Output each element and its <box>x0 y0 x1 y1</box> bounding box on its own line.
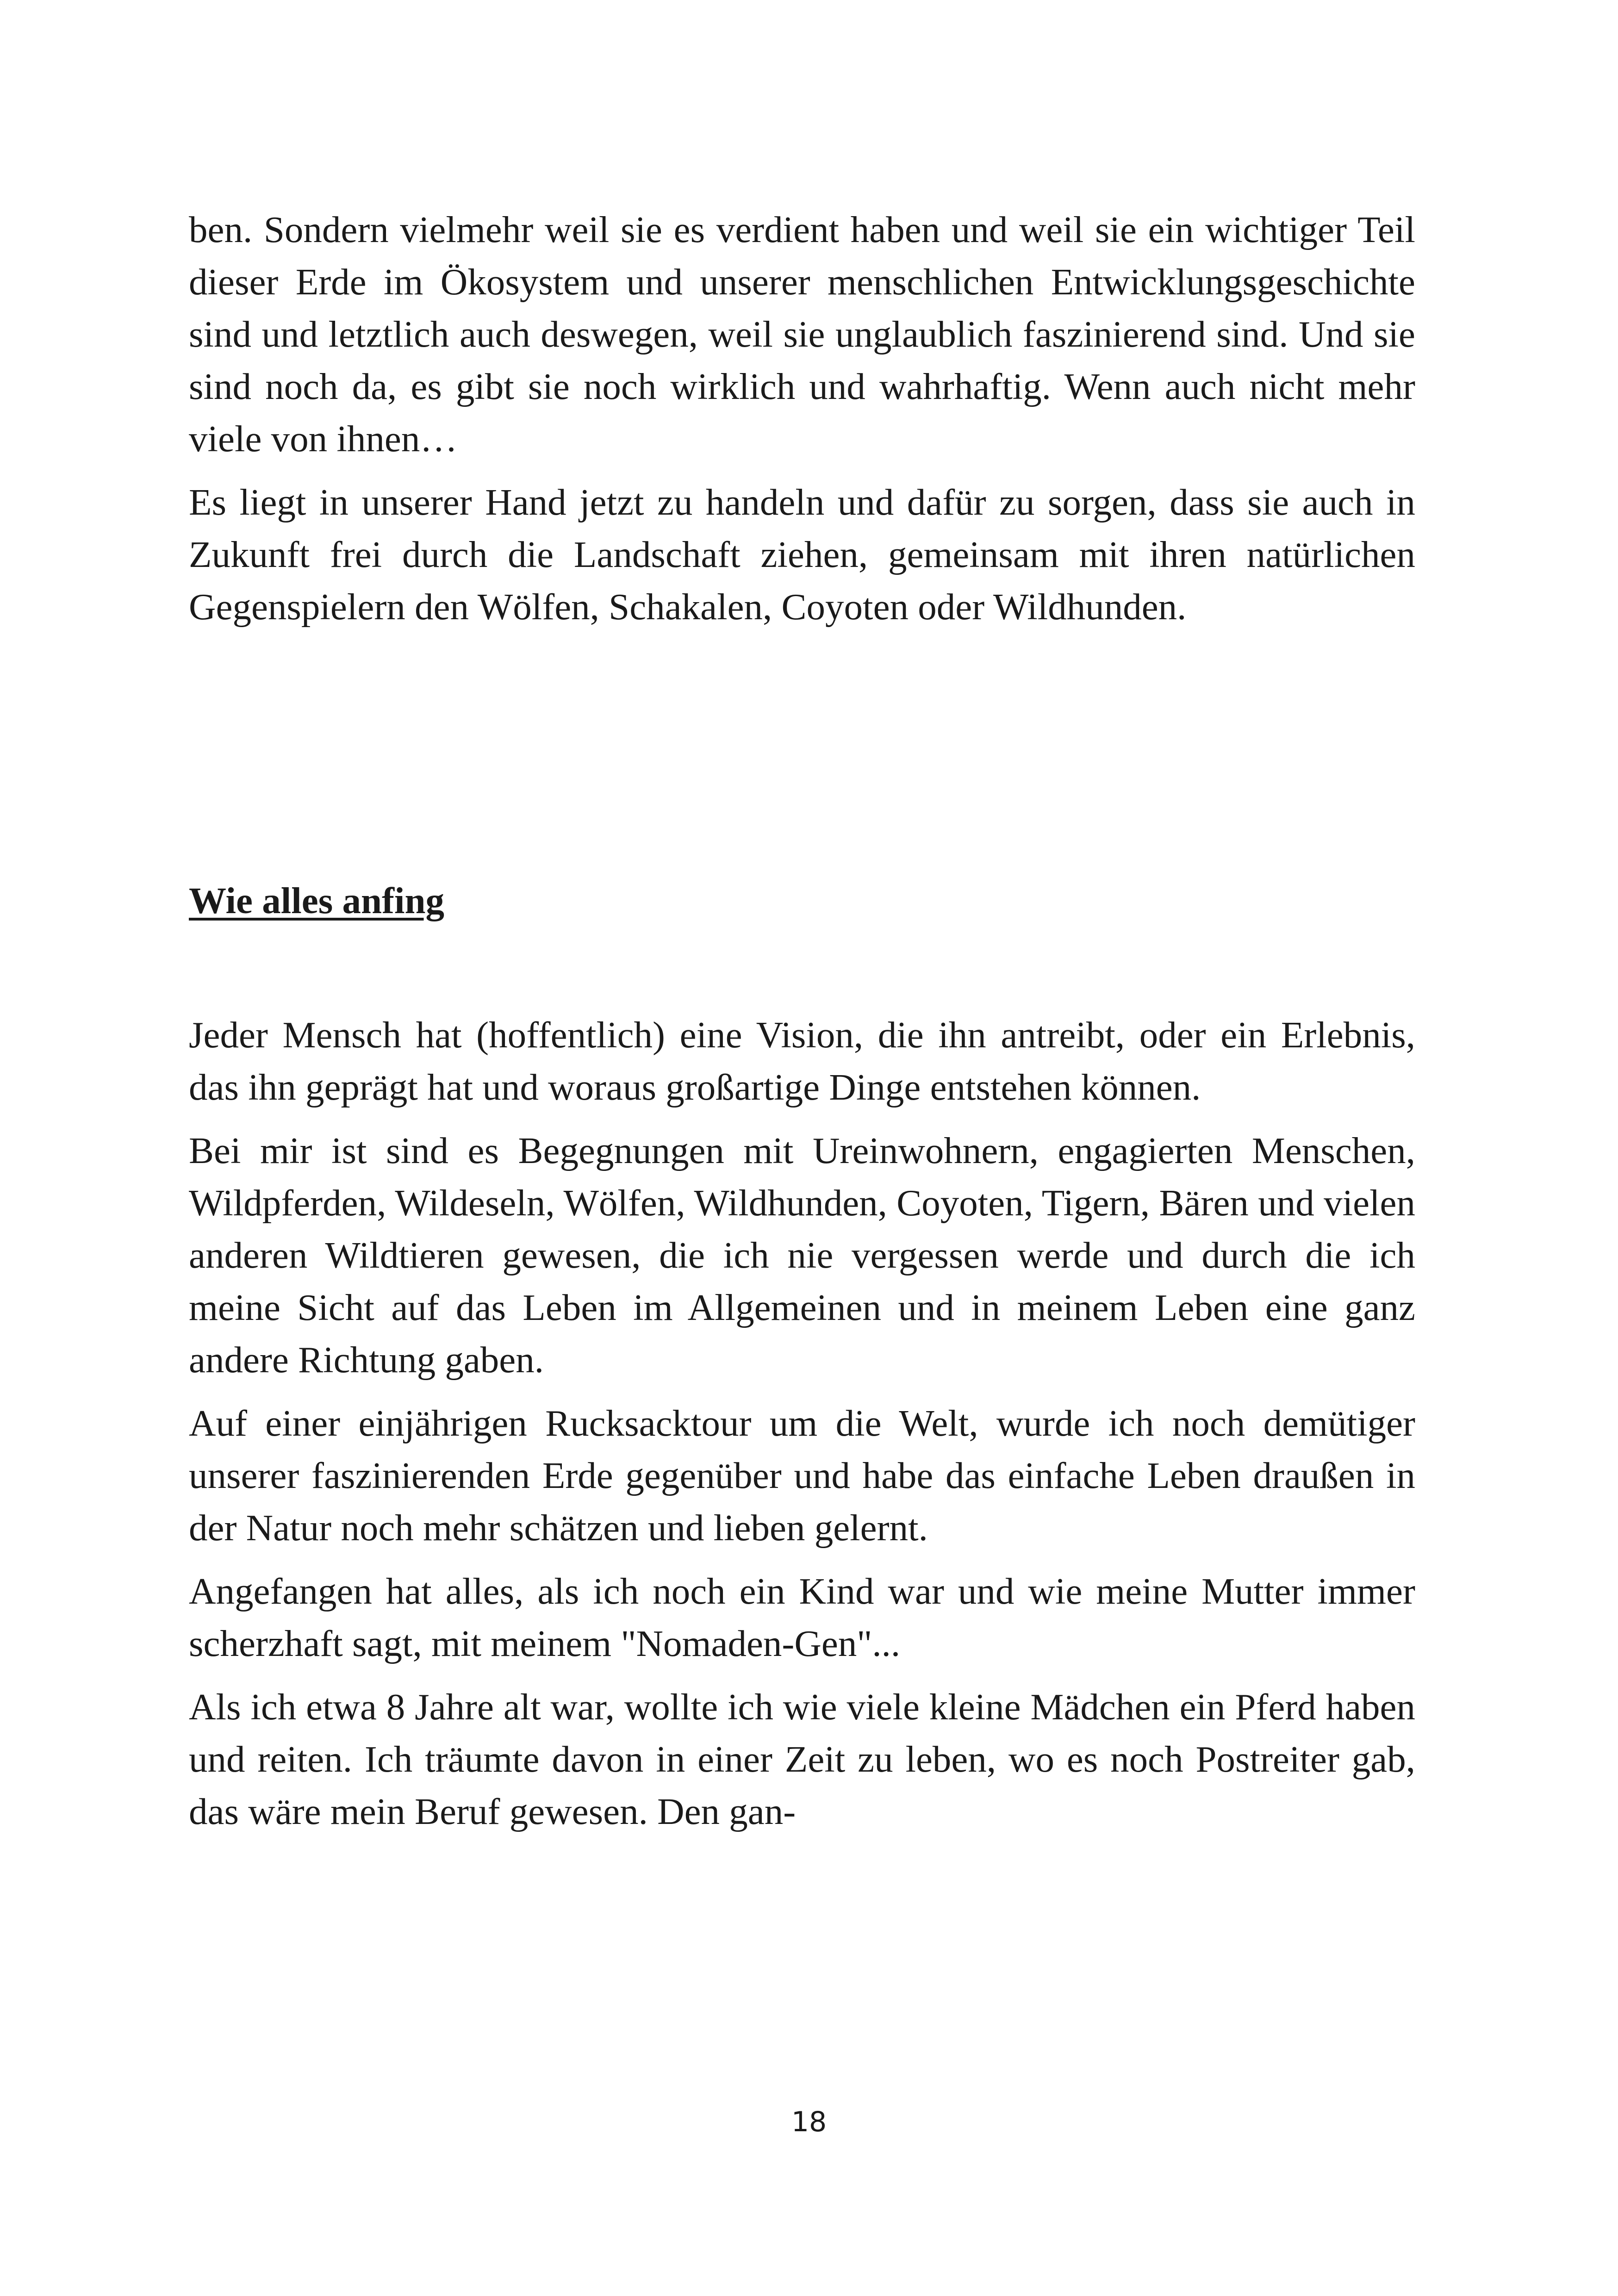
section-heading: Wie alles anfing <box>189 880 445 921</box>
paragraph-backpacking: Auf einer einjährigen Rucksacktour um die Welt, wurde ich noch demütiger unserer faszinierenden Erde gegenüber und habe das einfache Leben draußen in der Natur noch mehr schätzen und lieben gelernt. <box>189 1402 1415 1549</box>
paragraph-horse-dream: Als ich etwa 8 Jahre alt war, wollte ich wie viele kleine Mädchen ein Pferd haben und reiten. Ich träumte davon in einer Zeit zu leben, wo es noch Postreiter gab, das wäre mein Beruf gewesen. Den gan- <box>189 1686 1415 1832</box>
top-text-block <box>189 204 1415 644</box>
section-text-block <box>189 1009 1415 1849</box>
paragraph-intro-end: ben. Sondern vielmehr weil sie es verdient haben und weil sie ein wichtiger Teil dieser Erde im Ökosystem und unserer menschlichen Entwicklungsgeschichte sind und letztlich auch deswegen, weil sie unglaublich faszinierend sind. Und sie sind noch da, es gibt sie noch wirklich und wahrhaftig. Wenn auch nicht mehr viele von ihnen… <box>189 209 1415 460</box>
paragraph-vision: Jeder Mensch hat (hoffentlich) eine Vision, die ihn antreibt, oder ein Erlebnis, das ihn geprägt hat und woraus großartige Dinge entstehen können. <box>189 1014 1415 1108</box>
page-number: 18 <box>791 2106 827 2138</box>
paragraph-call-to-action: Es liegt in unserer Hand jetzt zu handeln und dafür zu sorgen, dass sie auch in Zukunft frei durch die Landschaft ziehen, gemeinsam mit ihren natürlichen Gegenspielern den Wölfen, Schakalen, Coyoten oder Wildhunden. <box>189 481 1415 628</box>
paragraph-childhood: Angefangen hat alles, als ich noch ein Kind war und wie meine Mutter immer scherzhaft sagt, mit meinem "Nomaden-Gen"... <box>189 1570 1415 1664</box>
paragraph-encounters: Bei mir ist sind es Begegnungen mit Ureinwohnern, engagierten Menschen, Wildpferden, Wildeseln, Wölfen, Wildhunden, Coyoten, Tigern, Bären und vielen anderen Wildtieren gewesen, die ich nie vergessen werde und durch die ich meine Sicht auf das Leben im Allgemeinen und in meinem Leben eine ganz andere Richtung gaben. <box>189 1130 1415 1381</box>
